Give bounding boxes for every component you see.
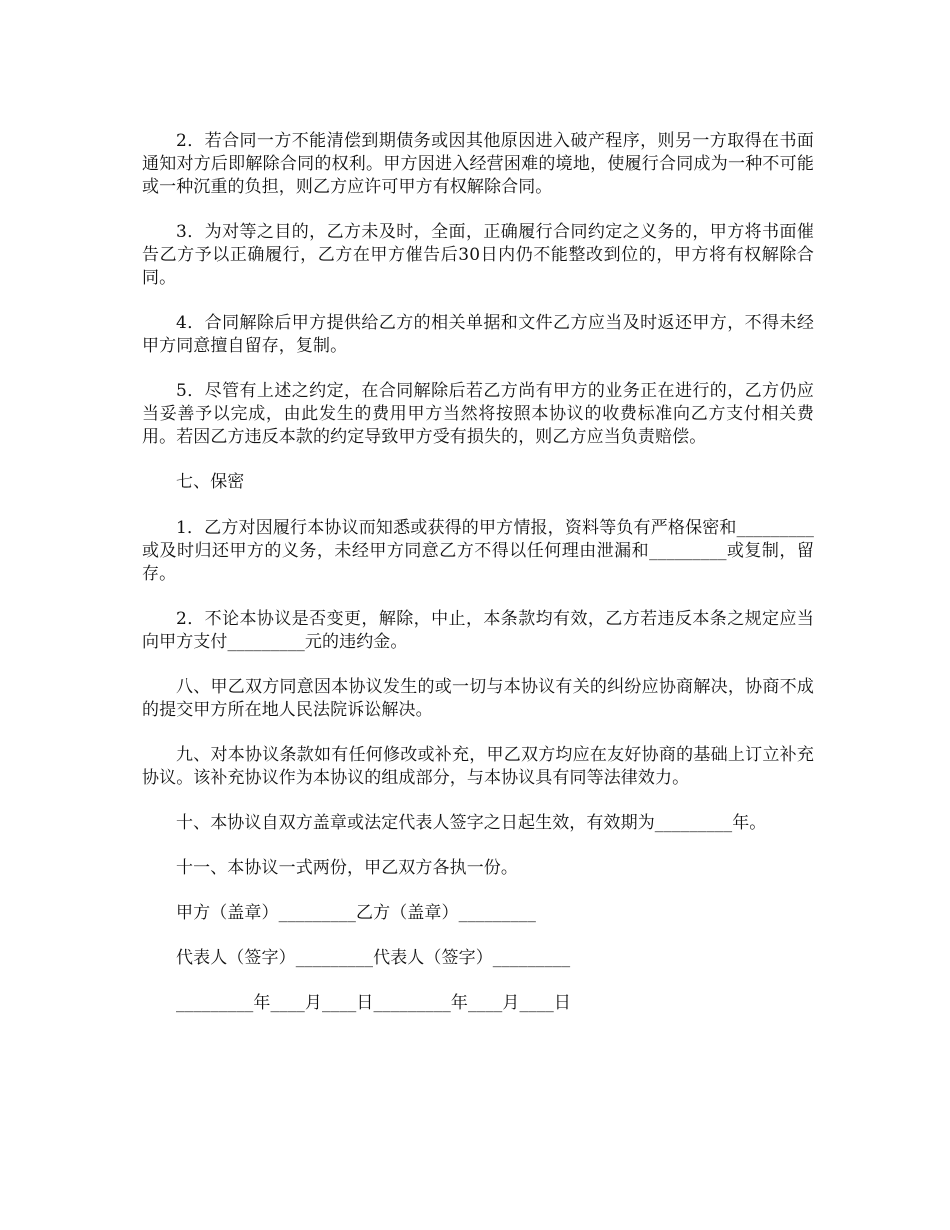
- clause-return-documents: 4．合同解除后甲方提供给乙方的相关单据和文件乙方应当及时返还甲方，不得未经甲方同意擅自留存，复制。: [142, 313, 814, 356]
- document-body: [142, 130, 814, 1037]
- clause-ongoing-business: 5．尽管有上述之约定，在合同解除后若乙方尚有甲方的业务正在进行的，乙方仍应当妥善予以完成，由此发生的费用甲方当然将按照本协议的收费标准向乙方支付相关费用。若因乙方违反本款的约定导致甲方受有损失的，则乙方应当负责赔偿。: [142, 381, 814, 447]
- clause-termination-bankruptcy: 2．若合同一方不能清偿到期债务或因其他原因进入破产程序，则另一方取得在书面通知对方后即解除合同的权利。甲方因进入经营困难的境地，使履行合同成为一种不可能或一种沉重的负担，则乙方应许可甲方有权解除合同。: [142, 131, 814, 197]
- signature-seal-line: 甲方（盖章）_________乙方（盖章）_________: [176, 903, 536, 923]
- section-heading-confidentiality: 七、保密: [176, 472, 245, 492]
- clause-confidentiality-penalty: 2．不论本协议是否变更，解除，中止，本条款均有效，乙方若违反本条之规定应当向甲方支付_________元的违约金。: [142, 609, 814, 652]
- signature-date-line: _________年____月____日_________年____月____日: [176, 993, 571, 1013]
- section-effective-term: 十、本协议自双方盖章或法定代表人签字之日起生效，有效期为_________年。: [176, 813, 767, 833]
- section-dispute-resolution: 八、甲乙双方同意因本协议发生的或一切与本协议有关的纠纷应协商解决，协商不成的提交甲方所在地人民法院诉讼解决。: [142, 677, 814, 720]
- clause-termination-nonperformance: 3．为对等之目的，乙方未及时，全面，正确履行合同约定之义务的，甲方将书面催告乙方予以正确履行，乙方在甲方催告后30日内仍不能整改到位的，甲方将有权解除合同。: [142, 222, 814, 288]
- clause-confidentiality-obligation: 1．乙方对因履行本协议而知悉或获得的甲方情报，资料等负有严格保密和_________或及时归还甲方的义务，未经甲方同意乙方不得以任何理由泄漏和_________或复制，留存。: [142, 518, 814, 584]
- signature-representative-line: 代表人（签字）_________代表人（签字）_________: [176, 948, 571, 968]
- section-amendments: 九、对本协议条款如有任何修改或补充，甲乙双方均应在友好协商的基础上订立补充协议。该补充协议作为本协议的组成部分，与本协议具有同等法律效力。: [142, 745, 814, 788]
- section-copies: 十一、本协议一式两份，甲乙双方各执一份。: [176, 858, 518, 878]
